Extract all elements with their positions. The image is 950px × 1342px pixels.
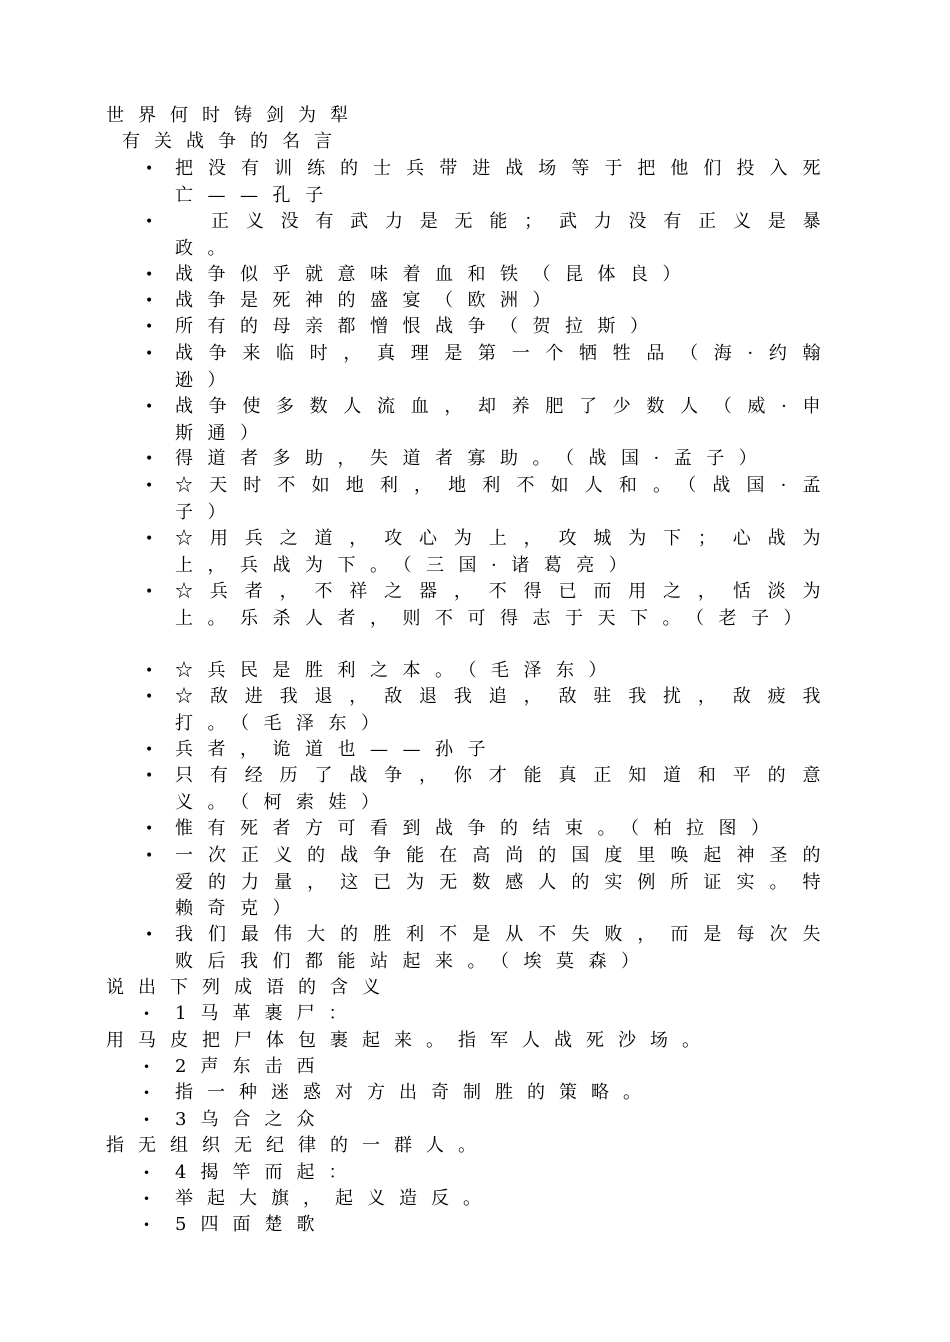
bullet: • [143,1166,151,1180]
idiom-term: 2声东击西 [175,1056,329,1077]
idiom-meaning: 指无组织无纪律的一群人。 [106,1135,490,1156]
document-title: 世界何时铸剑为犁 [106,105,362,126]
idiom-meaning: 用马皮把尸体包裹起来。指军人战死沙场。 [106,1030,714,1051]
bullet: • [145,293,154,309]
bullet: • [145,531,154,547]
bullet: • [145,663,154,679]
idiom-meaning: 举起大旗，起义造反。 [175,1188,495,1209]
list-item: 只有经历了战争，你才能真正知道和平的意义。（柯索娃） [175,765,835,813]
list-item: 战争似乎就意味着血和铁（昆体良） [175,264,695,285]
list-item: 战争使多数人流血，却养肥了少数人（威·申斯通） [175,396,835,444]
bullet: • [143,1007,151,1021]
bullet: • [143,1060,151,1074]
list-item: 战争是死神的盛宴（欧洲） [175,290,565,311]
section-heading-idioms: 说出下列成语的含义 [106,977,394,998]
bullet: • [145,768,154,784]
list-item: 我们最伟大的胜利不是从不失败，而是每次失败后我们都能站起来。（埃莫森） [175,924,835,972]
idiom-term: 1马革裹尸： [175,1003,361,1024]
list-item: 战争来临时，真理是第一个牺牲品（海·约翰逊） [175,343,835,391]
list-item: ☆天时不如地利，地利不如人和。（战国·孟子） [175,475,835,523]
bullet: • [143,1086,151,1100]
list-item: ☆兵者，不祥之器，不得已而用之，恬淡为上。乐杀人者，则不可得志于天下。（老子） [175,581,835,629]
bullet: • [145,848,154,864]
list-item: 把没有训练的士兵带进战场等于把他们投入死亡——孔子 [175,158,835,206]
bullet: • [143,1113,151,1127]
list-item: 正义没有武力是无能；武力没有正义是暴政。 [175,211,835,259]
bullet: • [145,821,154,837]
list-item: 惟有死者方可看到战争的结束。（柏拉图） [175,818,784,839]
section-heading-quotes: 有关战争的名言 [122,131,346,152]
list-item: 一次正义的战争能在高尚的国度里唤起神圣的爱的力量，这已为无数感人的实例所证实。特赖奇克） [175,845,835,919]
bullet: • [145,399,154,415]
bullet: • [143,1192,151,1206]
bullet: • [145,267,154,283]
bullet: • [145,742,154,758]
list-item: 得道者多助，失道者寡助。（战国·孟子） [175,448,772,469]
list-item: 兵者，诡道也——孙子 [175,739,500,760]
idiom-term: 5四面楚歌 [175,1214,329,1235]
list-item: 所有的母亲都憎恨战争（贺拉斯） [175,316,663,337]
list-item: ☆用兵之道，攻心为上，攻城为下；心战为上，兵战为下。（三国·诸葛亮） [175,528,835,576]
bullet: • [145,214,154,230]
bullet: • [145,478,154,494]
bullet: • [145,319,154,335]
idiom-meaning: 指一种迷惑对方出奇制胜的策略。 [175,1082,655,1103]
list-item: ☆兵民是胜利之本。（毛泽东） [175,660,621,681]
bullet: • [143,1218,151,1232]
bullet: • [145,689,154,705]
bullet: • [145,584,154,600]
idiom-term: 4揭竿而起： [175,1162,361,1183]
bullet: • [145,927,154,943]
idiom-term: 3乌合之众 [175,1109,329,1130]
bullet: • [145,346,154,362]
list-item: ☆敌进我退，敌退我追，敌驻我扰，敌疲我打。（毛泽东） [175,686,835,734]
bullet: • [145,451,154,467]
bullet: • [145,161,154,177]
